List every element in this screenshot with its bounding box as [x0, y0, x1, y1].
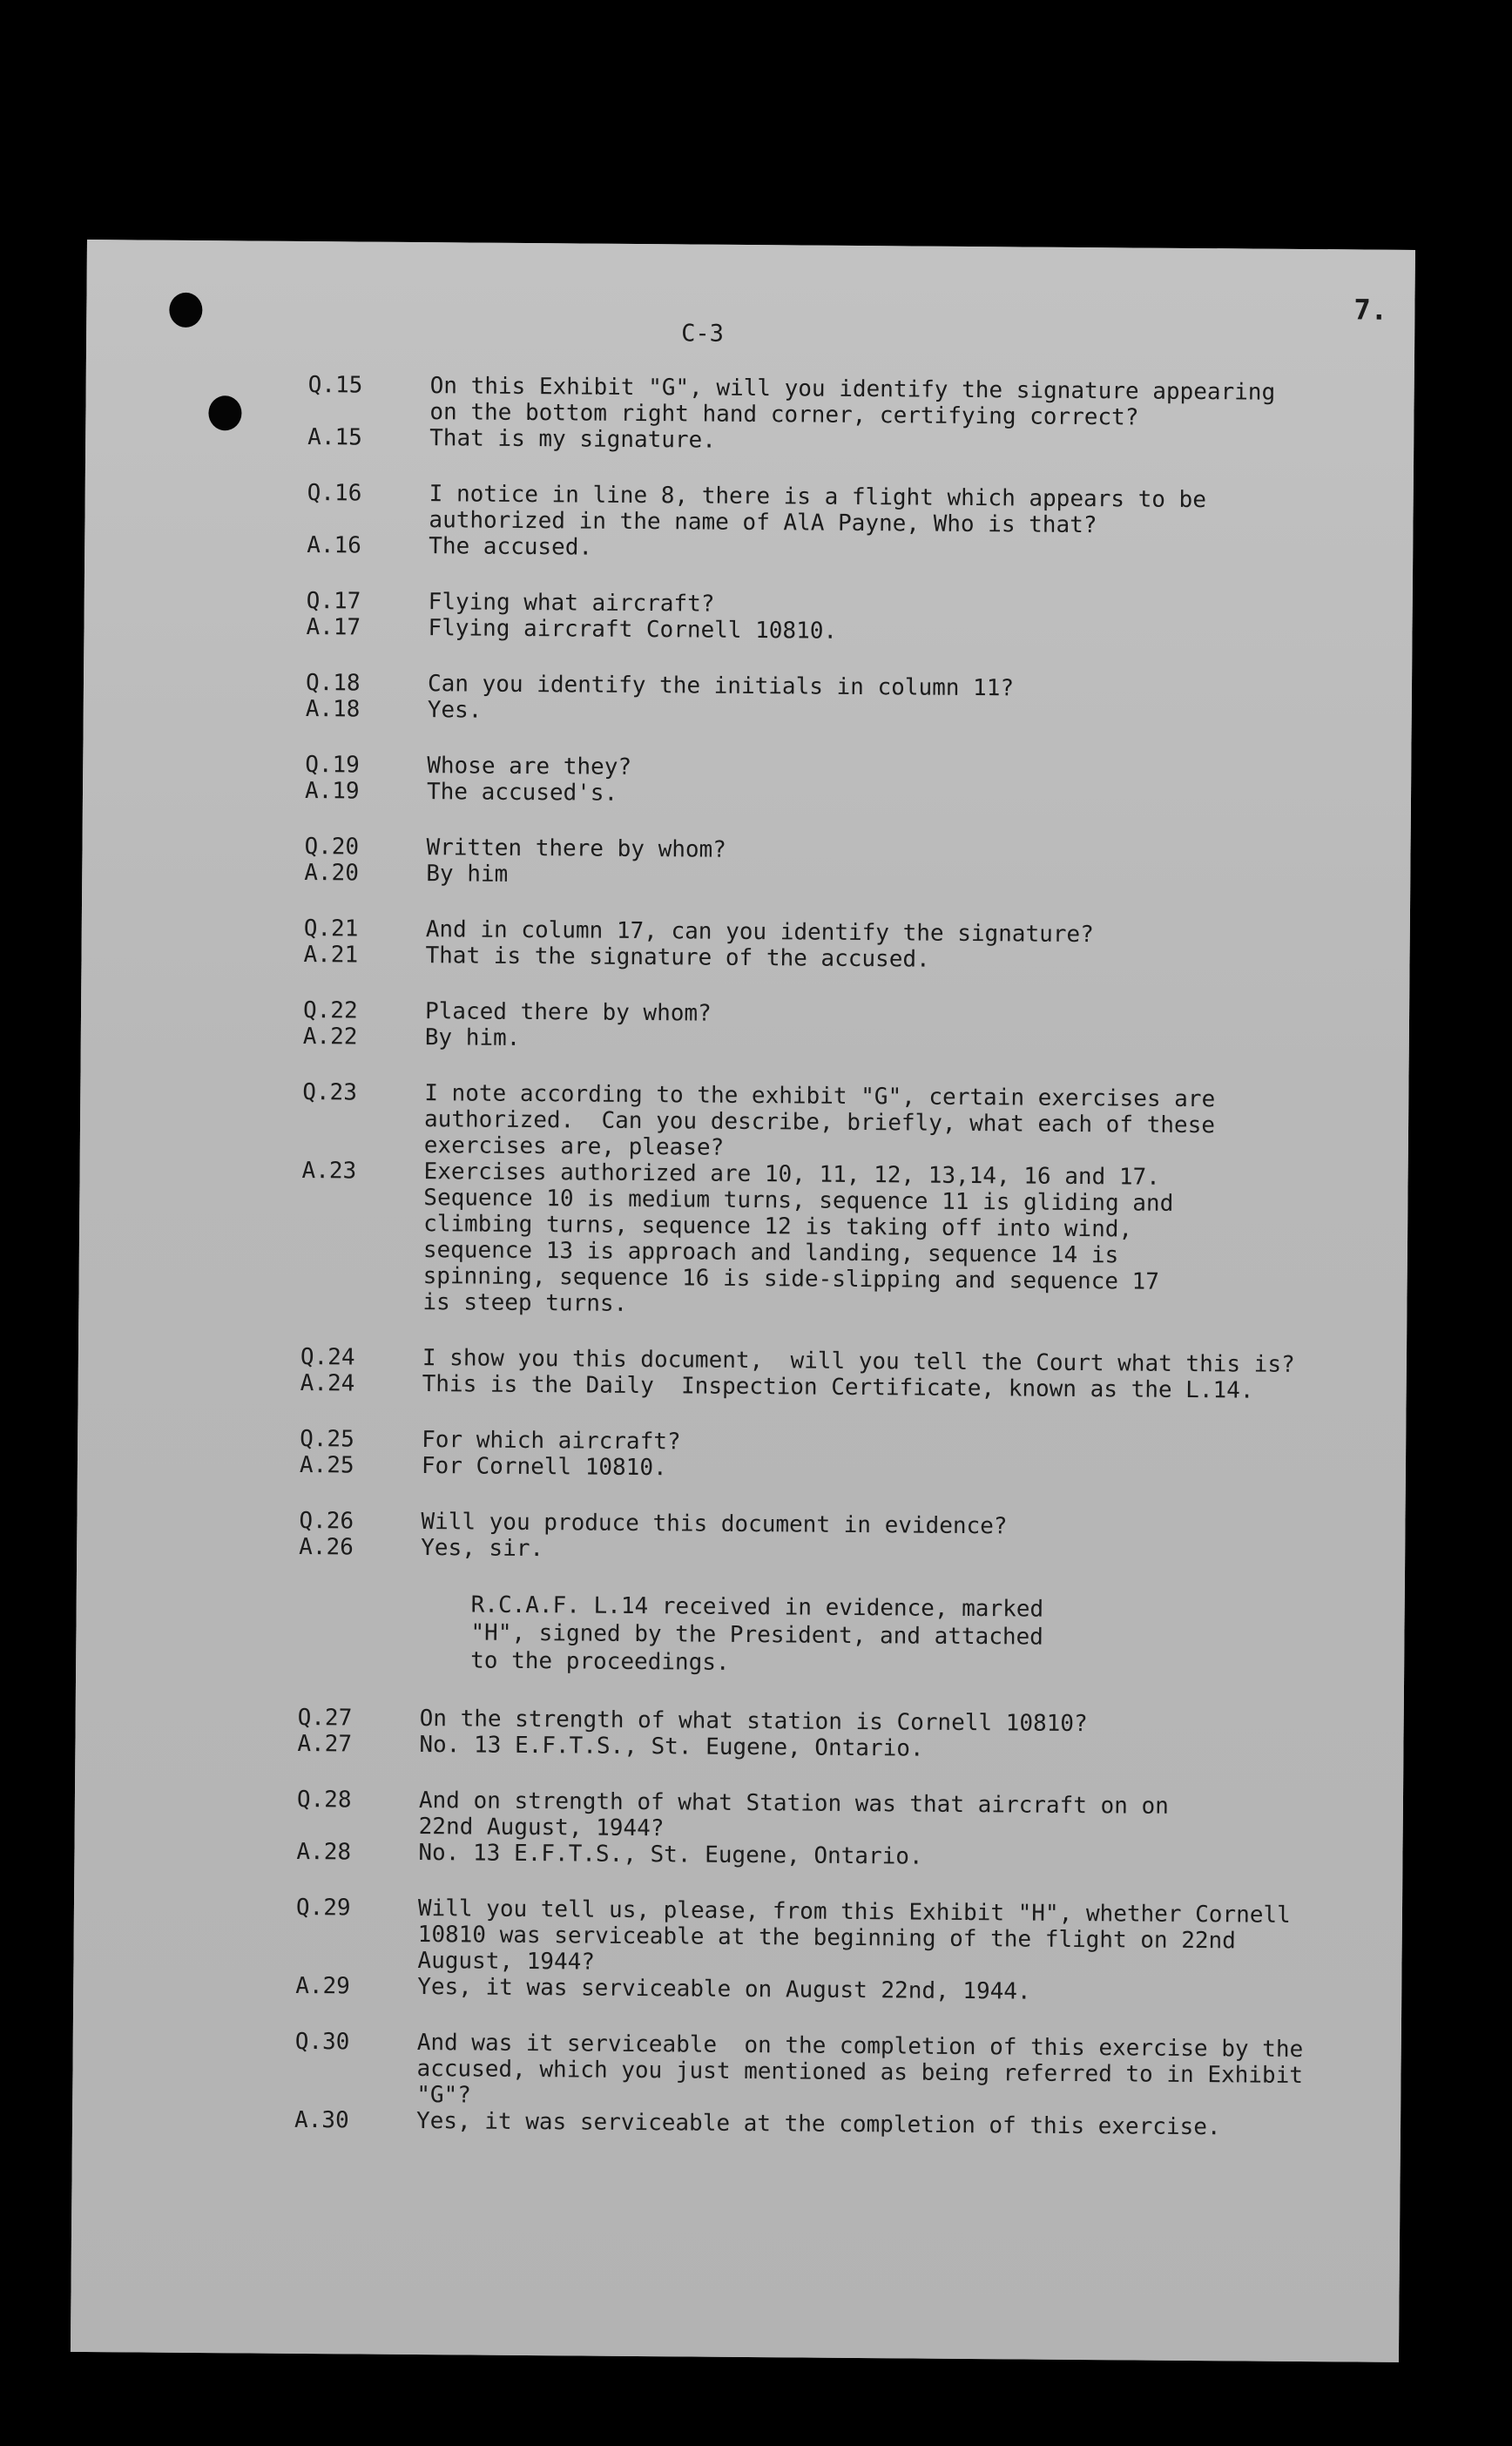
question-text: Will you produce this document in evidence?	[421, 1509, 1008, 1540]
page-header-code: C-3	[681, 320, 725, 348]
answer-label: A.19	[304, 777, 360, 805]
answer-text: No. 13 E.F.T.S., St. Eugene, Ontario.	[418, 1840, 923, 1870]
transcript-body	[294, 372, 1397, 2172]
question-label: Q.25	[300, 1425, 354, 1453]
answer-label: A.21	[303, 941, 359, 969]
exhibit-received-note	[298, 1590, 1387, 1682]
qa-pair	[303, 916, 1392, 976]
answer-text: The accused.	[429, 533, 593, 561]
answer-text-continued: is steep turns.	[422, 1289, 628, 1317]
question-text: Can you identify the initials in column 11?	[427, 671, 1015, 702]
question-label: Q.28	[296, 1786, 352, 1814]
question-label: Q.24	[300, 1343, 355, 1371]
answer-label: A.24	[300, 1369, 355, 1397]
punch-hole	[208, 395, 241, 430]
answer-label: A.26	[299, 1533, 354, 1561]
answer-label: A.29	[295, 1972, 351, 2000]
qa-pair	[296, 1787, 1386, 1874]
question-label: Q.19	[305, 751, 361, 779]
answer-label: A.22	[302, 1023, 358, 1051]
answer-label: A.23	[301, 1157, 357, 1185]
page-number: 7.	[1353, 293, 1388, 327]
qa-pair	[300, 1344, 1389, 1405]
question-label: Q.30	[294, 2028, 350, 2056]
qa-pair	[297, 1705, 1386, 1766]
question-label: Q.26	[299, 1507, 354, 1535]
question-label: Q.23	[302, 1078, 358, 1106]
qa-pair	[306, 588, 1394, 649]
question-label: Q.27	[297, 1704, 353, 1732]
answer-label: A.30	[294, 2106, 349, 2134]
answer-text: No. 13 E.F.T.S., St. Eugene, Ontario.	[419, 1732, 924, 1762]
qa-pair	[305, 752, 1394, 813]
answer-label: A.15	[307, 423, 362, 451]
question-label: Q.16	[307, 479, 362, 507]
question-text: Written there by whom?	[426, 834, 727, 863]
answer-label: A.27	[297, 1730, 353, 1758]
qa-group	[294, 1705, 1387, 2142]
qa-pair	[295, 1895, 1385, 2008]
answer-text-continued: Sequence 10 is medium turns, sequence 11 is gliding and	[423, 1185, 1174, 1217]
question-label: Q.17	[306, 587, 361, 615]
qa-pair	[299, 1508, 1387, 1569]
note-line: to the proceedings.	[470, 1647, 730, 1676]
question-text: Will you tell us, please, from this Exhibit "H", whether Cornell	[417, 1895, 1291, 1929]
question-text: And was it serviceable on the completion of this exercise by the	[416, 2030, 1304, 2064]
answer-text: This is the Daily Inspection Certificate, known as the L.14.	[422, 1371, 1254, 1404]
question-label: Q.21	[303, 915, 359, 943]
question-text-continued: authorized in the name of AlA Payne, Who is that?	[429, 507, 1097, 539]
answer-label: A.17	[306, 613, 361, 641]
question-text: I notice in line 8, there is a flight which appears to be	[429, 481, 1207, 514]
question-label: Q.15	[307, 371, 363, 399]
answer-text-continued: spinning, sequence 16 is side-slipping and sequence 17	[422, 1263, 1160, 1295]
answer-text: Yes, it was serviceable on August 22nd, 1944.	[417, 1974, 1031, 2005]
question-text-continued: authorized. Can you describe, briefly, what each of these	[423, 1106, 1216, 1139]
qa-pair	[300, 1079, 1391, 1323]
answer-text: For Cornell 10810.	[421, 1453, 667, 1482]
answer-text: The accused's.	[426, 779, 618, 807]
question-text: Whose are they?	[427, 753, 632, 780]
answer-label: A.20	[304, 859, 360, 887]
document-sheet	[71, 240, 1415, 2362]
answer-text: Exercises authorized are 10, 11, 12, 13,14, 16 and 17.	[423, 1159, 1160, 1191]
question-text: Flying what aircraft?	[428, 589, 715, 618]
answer-text: Flying aircraft Cornell 10810.	[428, 615, 838, 645]
question-label: Q.29	[295, 1894, 351, 1922]
answer-text-continued: sequence 13 is approach and landing, sequence 14 is	[422, 1237, 1119, 1269]
question-text: For which aircraft?	[422, 1427, 681, 1456]
question-text: On the strength of what station is Cornell 10810?	[419, 1706, 1088, 1738]
question-text-continued: 10810 was serviceable at the beginning of the flight on 22nd	[417, 1922, 1237, 1955]
question-text-continued: 22nd August, 1944?	[418, 1814, 665, 1842]
answer-label: A.28	[296, 1838, 352, 1866]
answer-label: A.25	[299, 1451, 354, 1479]
question-text-continued: on the bottom right hand corner, certifying correct?	[429, 399, 1139, 431]
note-line: "H", signed by the President, and attached	[470, 1619, 1044, 1651]
question-text: And in column 17, can you identify the signature?	[425, 916, 1094, 949]
note-line: R.C.A.F. L.14 received in evidence, marked	[470, 1591, 1044, 1623]
question-text: I show you this document, will you tell the Court what this is?	[422, 1345, 1295, 1378]
qa-pair	[307, 480, 1396, 567]
answer-text: Yes, sir.	[421, 1535, 544, 1563]
question-text: And on strength of what Station was that aircraft on on	[418, 1787, 1169, 1820]
question-text-continued: exercises are, please?	[423, 1132, 725, 1161]
punch-hole	[169, 293, 202, 328]
answer-text: Yes, it was serviceable at the completion of this exercise.	[415, 2108, 1221, 2141]
answer-text-continued: climbing turns, sequence 12 is taking off into wind,	[423, 1211, 1133, 1243]
question-text-continued: August, 1944?	[417, 1948, 596, 1976]
answer-text: By him	[426, 861, 509, 888]
answer-label: A.18	[305, 695, 361, 723]
answer-text: By him.	[424, 1024, 521, 1051]
question-text: On this Exhibit "G", will you identify the signature appearing	[429, 373, 1276, 406]
answer-text: That is my signature.	[429, 425, 717, 454]
question-text-continued: "G"?	[416, 2082, 472, 2109]
question-text: I note according to the exhibit "G", certain exercises are	[424, 1080, 1216, 1113]
qa-pair	[294, 2029, 1384, 2142]
qa-pair	[303, 997, 1392, 1058]
question-label: Q.18	[305, 669, 361, 697]
qa-pair	[306, 670, 1394, 731]
qa-pair	[307, 372, 1397, 459]
answer-label: A.16	[307, 531, 361, 559]
question-label: Q.20	[304, 833, 360, 861]
answer-text: That is the signature of the accused.	[425, 943, 930, 973]
question-text: Placed there by whom?	[424, 998, 712, 1027]
qa-pair	[304, 834, 1393, 895]
qa-group	[299, 372, 1397, 1569]
question-label: Q.22	[302, 997, 358, 1024]
question-text-continued: accused, which you just mentioned as being referred to in Exhibit	[416, 2056, 1304, 2090]
qa-pair	[300, 1426, 1388, 1487]
answer-text: Yes.	[427, 697, 483, 724]
